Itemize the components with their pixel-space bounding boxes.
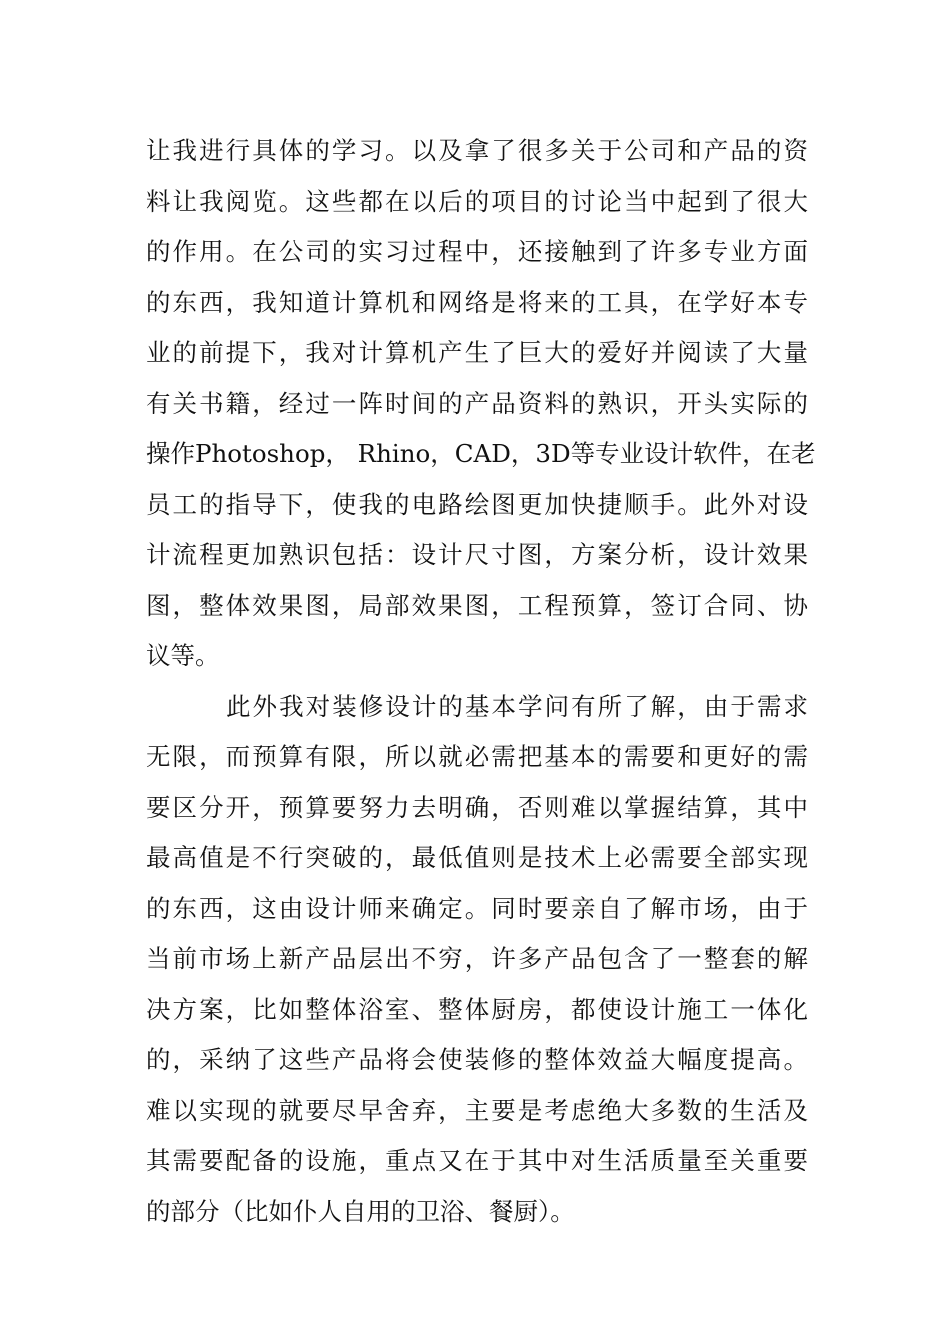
text-line: 此外我对装修设计的基本学问有所了解，由于需求 bbox=[226, 691, 808, 721]
text-line: 有关书籍，经过一阵时间的产品资料的熟识，开头实际的 bbox=[146, 388, 808, 418]
text-line: 其需要配备的设施，重点又在于其中对生活质量至关重要 bbox=[146, 1146, 808, 1175]
text-line: 最高值是不行突破的，最低值则是技术上必需要全部实现 bbox=[146, 843, 808, 872]
text-line: 的，采纳了这些产品将会使装修的整体效益大幅度提高。 bbox=[146, 1045, 808, 1074]
text-line: 员工的指导下，使我的电路绘图更加快捷顺手。此外对设 bbox=[146, 489, 808, 519]
text-line: 图，整体效果图，局部效果图，工程预算，签订合同、协 bbox=[146, 590, 808, 620]
text-line: 料让我阅览。这些都在以后的项目的讨论当中起到了很大 bbox=[146, 186, 808, 216]
text-line: 要区分开，预算要努力去明确，否则难以掌握结算，其中 bbox=[146, 792, 808, 822]
text-line: 计流程更加熟识包括：设计尺寸图，方案分析，设计效果 bbox=[146, 540, 808, 569]
body-text bbox=[146, 126, 816, 1237]
text-line: 当前市场上新产品层出不穷，许多产品包含了一整套的解 bbox=[146, 944, 808, 973]
paragraph-2 bbox=[146, 682, 808, 1238]
text-line: 的东西，这由设计师来确定。同时要亲自了解市场，由于 bbox=[146, 893, 808, 923]
text-line: 的作用。在公司的实习过程中，还接触到了许多专业方面 bbox=[146, 237, 808, 266]
text-line: 无限，而预算有限，所以就必需把基本的需要和更好的需 bbox=[146, 742, 808, 771]
text-line: 议等。 bbox=[146, 641, 220, 670]
text-line: 业的前提下，我对计算机产生了巨大的爱好并阅读了大量 bbox=[146, 338, 808, 367]
text-line: 难以实现的就要尽早舍弃，主要是考虑绝大多数的生活及 bbox=[146, 1095, 808, 1125]
text-line: 的东西，我知道计算机和网络是将来的工具，在学好本专 bbox=[146, 287, 808, 317]
paragraph-1 bbox=[146, 126, 816, 682]
text-line: 操作Photoshop， Rhino，CAD，3D等专业设计软件，在老 bbox=[146, 439, 816, 468]
text-line: 决方案，比如整体浴室、整体厨房，都使设计施工一体化 bbox=[146, 994, 808, 1024]
text-line: 让我进行具体的学习。以及拿了很多关于公司和产品的资 bbox=[146, 136, 808, 165]
text-line: 的部分（比如仆人自用的卫浴、餐厨）。 bbox=[146, 1196, 575, 1226]
